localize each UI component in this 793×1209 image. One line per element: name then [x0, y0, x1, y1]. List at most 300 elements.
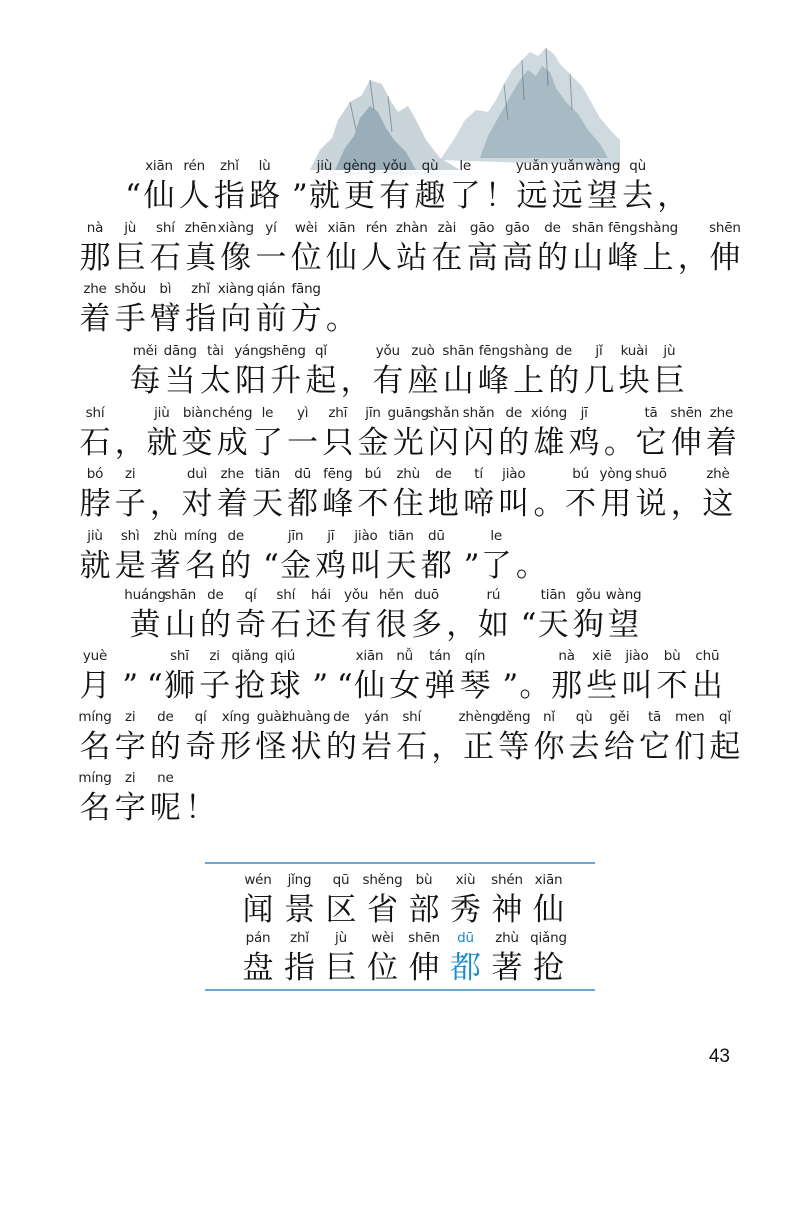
page-number: 43: [708, 1046, 730, 1067]
pinyin: tí: [474, 466, 483, 482]
hanzi: 石: [149, 240, 181, 276]
pinyin: biàn: [182, 405, 212, 421]
pinyin: dū: [294, 466, 311, 482]
pinyin: shān: [571, 220, 604, 236]
hanzi: ”: [463, 548, 480, 584]
hanzi: 有: [340, 607, 372, 643]
pinyin: duì: [186, 466, 208, 482]
pinyin: de: [435, 466, 452, 482]
hanzi: 闻: [242, 892, 274, 928]
pinyin: men: [675, 709, 705, 725]
hanzi: 石: [396, 729, 428, 765]
hanzi: 都: [450, 950, 481, 986]
hanzi: 是: [114, 548, 146, 584]
hanzi: 站: [396, 240, 428, 276]
pinyin: jiù: [87, 528, 103, 544]
hanzi: 字: [114, 729, 146, 765]
hanzi: 远: [516, 178, 548, 214]
pinyin: gěi: [609, 709, 630, 725]
pinyin: guāng: [387, 405, 429, 421]
hanzi: 了: [251, 425, 283, 461]
hanzi: 高: [466, 240, 498, 276]
hanzi: 名: [185, 548, 217, 584]
pinyin: nǐ: [543, 709, 555, 725]
pinyin: zhēn: [184, 220, 217, 236]
pinyin: de: [333, 709, 350, 725]
char-unit: [506, 528, 556, 590]
hanzi: 弹: [424, 668, 456, 704]
hanzi: 区: [325, 892, 357, 928]
pinyin: jù: [663, 343, 676, 359]
pinyin: qǐ: [718, 709, 731, 725]
hanzi: 叫: [498, 486, 530, 522]
hanzi: 。: [519, 668, 551, 704]
pinyin: chéng: [212, 405, 253, 421]
pinyin: shēn: [709, 220, 741, 236]
pinyin: yì: [296, 405, 309, 421]
pinyin: chū: [695, 648, 720, 664]
pinyin: guài: [256, 709, 286, 725]
pinyin: wàng: [605, 587, 642, 603]
pinyin: xíng: [221, 709, 250, 725]
pinyin: zi: [124, 709, 136, 725]
hanzi: 给: [603, 729, 635, 765]
hanzi: ”: [502, 668, 519, 704]
hanzi: 女: [389, 668, 421, 704]
hanzi: ，: [114, 425, 146, 461]
pinyin: jǐ: [595, 343, 603, 359]
pinyin: shuō: [635, 466, 667, 482]
char-unit: [693, 466, 743, 528]
hanzi: 望: [586, 178, 618, 214]
hanzi: 鸡: [568, 425, 600, 461]
hanzi: 岩: [361, 729, 393, 765]
pinyin: fēng: [478, 343, 509, 359]
hanzi: 还: [305, 607, 337, 643]
hanzi: 天: [385, 548, 417, 584]
hanzi: 的: [199, 607, 231, 643]
hanzi: 太: [199, 363, 231, 399]
hanzi: 。: [533, 486, 565, 522]
hanzi: 高: [501, 240, 533, 276]
pinyin: yuǎn: [515, 158, 549, 174]
hanzi: 就: [308, 178, 340, 214]
pinyin: zhe: [83, 281, 107, 297]
pinyin: shàng: [508, 343, 549, 359]
pinyin: jiù: [154, 405, 170, 421]
hanzi: 光: [392, 425, 424, 461]
text-line: [0, 405, 793, 467]
text-line: [0, 528, 793, 590]
pinyin: xióng: [530, 405, 568, 421]
pinyin: tiān: [540, 587, 566, 603]
hanzi: 子: [199, 668, 231, 704]
pinyin: qiú: [274, 648, 296, 664]
hanzi: 位: [290, 240, 322, 276]
hanzi: 。: [603, 425, 635, 461]
hanzi: 呢: [149, 790, 181, 826]
pinyin: tā: [644, 405, 658, 421]
hanzi: 更: [344, 178, 376, 214]
pinyin: de: [227, 528, 244, 544]
pinyin: shī: [170, 648, 189, 664]
hanzi: 闪: [463, 425, 495, 461]
hanzi: 仙: [325, 240, 357, 276]
pinyin: duō: [414, 587, 439, 603]
hanzi: 正: [463, 729, 495, 765]
hanzi: “: [263, 548, 279, 584]
hanzi: 几: [583, 363, 615, 399]
hanzi: 用: [600, 486, 632, 522]
pinyin: wèi: [371, 930, 394, 946]
hanzi: 仙: [353, 668, 385, 704]
pinyin: hěn: [378, 587, 404, 603]
pinyin: xiù: [455, 872, 476, 888]
hanzi: 抢: [234, 668, 266, 704]
hanzi: 有: [379, 178, 411, 214]
pinyin: zi: [124, 770, 136, 786]
pinyin: yán: [364, 709, 389, 725]
char-unit: [700, 709, 750, 771]
pinyin: nǚ: [396, 648, 414, 664]
opening-quote: “: [125, 178, 141, 214]
hanzi: 只: [322, 425, 354, 461]
text-line: [0, 220, 793, 282]
hanzi: 奇: [235, 607, 267, 643]
hanzi: 一: [287, 425, 319, 461]
pinyin: xiàng: [217, 281, 254, 297]
pinyin: qín: [464, 648, 486, 664]
hanzi: “: [146, 668, 163, 704]
pinyin: zhuàng: [281, 709, 331, 725]
hanzi: 狗: [572, 607, 604, 643]
pinyin: yí: [265, 220, 277, 236]
pinyin: dū: [457, 930, 474, 946]
char-unit: [648, 158, 698, 220]
hanzi: ，: [431, 729, 463, 765]
hanzi: ”: [291, 178, 308, 214]
pinyin: qù: [629, 158, 646, 174]
hanzi: ，: [149, 486, 181, 522]
char-unit: [644, 343, 694, 405]
pinyin: shí: [402, 709, 422, 725]
hanzi: 臂: [149, 301, 181, 337]
hanzi: 远: [551, 178, 583, 214]
pinyin: jī: [327, 528, 335, 544]
hanzi: 。: [515, 548, 547, 584]
hanzi: 去: [568, 729, 600, 765]
vocab-bottom-rule: [205, 989, 595, 991]
hanzi: 仙: [143, 178, 175, 214]
pinyin: de: [505, 405, 523, 421]
vocab-row: [205, 930, 595, 992]
pinyin: dū: [427, 528, 445, 544]
pinyin: shí: [85, 405, 105, 421]
pinyin: gāo: [505, 220, 530, 236]
pinyin: gèng: [342, 158, 377, 174]
hanzi: 着: [705, 425, 737, 461]
hanzi: 你: [533, 729, 565, 765]
pinyin: zhǐ: [290, 930, 309, 946]
pinyin: rú: [486, 587, 501, 603]
pinyin: qiǎng: [231, 648, 269, 664]
hanzi: 天: [537, 607, 569, 643]
pinyin: fāng: [291, 281, 321, 297]
new-characters-box: [205, 862, 595, 992]
hanzi: 些: [586, 668, 618, 704]
pinyin: jǐng: [287, 872, 312, 888]
text-line: [0, 466, 793, 528]
pinyin: míng: [78, 770, 112, 786]
pinyin: bú: [572, 466, 589, 482]
hanzi: 向: [220, 301, 252, 337]
hanzi: 这: [702, 486, 734, 522]
hanzi: 伸: [709, 240, 741, 276]
hanzi: 望: [608, 607, 640, 643]
hanzi: 一: [255, 240, 287, 276]
hanzi: 对: [181, 486, 213, 522]
hanzi: 。: [325, 301, 357, 337]
hanzi: 狮: [163, 668, 195, 704]
hanzi: 字: [114, 790, 146, 826]
hanzi: ”: [312, 668, 329, 704]
hanzi: ，: [677, 240, 709, 276]
pinyin: míng: [183, 528, 218, 544]
hanzi: 说: [635, 486, 667, 522]
hanzi: 去: [622, 178, 654, 214]
pinyin: yǒu: [375, 343, 400, 359]
pinyin: zi: [209, 648, 220, 664]
pinyin: zhī: [328, 405, 348, 421]
hanzi: 块: [618, 363, 650, 399]
hanzi: 的: [536, 240, 568, 276]
pinyin: qù: [421, 158, 439, 174]
hanzi: 都: [287, 486, 319, 522]
hanzi: 叫: [621, 668, 653, 704]
hanzi: 部: [408, 892, 440, 928]
hanzi: 著: [491, 950, 523, 986]
pinyin: le: [261, 405, 274, 421]
hanzi: 巨: [114, 240, 146, 276]
pinyin: qù: [575, 709, 593, 725]
hanzi: 鸡: [315, 548, 347, 584]
hanzi: 怪: [255, 729, 287, 765]
hanzi: 当: [164, 363, 196, 399]
hanzi: 巨: [325, 950, 357, 986]
hanzi: ！: [185, 790, 217, 826]
hanzi: 秀: [450, 892, 481, 928]
pinyin: jiào: [502, 466, 526, 482]
hanzi: 那: [79, 240, 111, 276]
hanzi: 在: [431, 240, 463, 276]
pinyin: shí: [276, 587, 296, 603]
pinyin: jī: [580, 405, 588, 421]
pinyin: míng: [78, 709, 112, 725]
hanzi: ，: [670, 486, 702, 522]
pinyin: měi: [132, 343, 158, 359]
pinyin: qí: [244, 587, 257, 603]
hanzi: 雄: [533, 425, 565, 461]
pinyin: yáng: [234, 343, 267, 359]
hanzi: 都: [420, 548, 452, 584]
pinyin: wèi: [294, 220, 318, 236]
pinyin: qū: [332, 872, 350, 888]
hanzi: 景: [284, 892, 315, 928]
hanzi: 山: [442, 363, 474, 399]
hanzi: 的: [325, 729, 357, 765]
pinyin: qí: [194, 709, 207, 725]
pinyin: fēng: [323, 466, 353, 482]
pinyin: nà: [86, 220, 104, 236]
hanzi: 巨: [653, 363, 685, 399]
hanzi: 位: [367, 950, 398, 986]
pinyin: shēn: [670, 405, 703, 421]
hanzi: 啼: [463, 486, 495, 522]
hanzi: 指: [284, 950, 315, 986]
hanzi: 升: [270, 363, 302, 399]
pinyin: qián: [256, 281, 286, 297]
text-line: [0, 158, 793, 220]
hanzi: 前: [255, 301, 287, 337]
pinyin: bì: [159, 281, 172, 297]
hanzi: 成: [216, 425, 248, 461]
hanzi: 子: [114, 486, 146, 522]
pinyin: tiān: [388, 528, 414, 544]
hanzi: 著: [149, 548, 181, 584]
pinyin: bú: [364, 466, 382, 482]
hanzi: 名: [79, 790, 111, 826]
hanzi: 峰: [477, 363, 509, 399]
pinyin: tā: [647, 709, 662, 725]
hanzi: “: [520, 607, 537, 643]
hanzi: 伸: [670, 425, 702, 461]
pinyin: bù: [415, 872, 433, 888]
pinyin: fēng: [608, 220, 638, 236]
hanzi: 的: [149, 729, 181, 765]
hanzi: 它: [639, 729, 671, 765]
hanzi: 上: [513, 363, 545, 399]
hanzi: 金: [280, 548, 312, 584]
hanzi: 的: [220, 548, 252, 584]
pinyin: ne: [157, 770, 174, 786]
hanzi: 琴: [459, 668, 491, 704]
pinyin: jiù: [316, 158, 333, 174]
pinyin: kuài: [620, 343, 648, 359]
pinyin: shén: [491, 872, 523, 888]
hanzi: 脖: [79, 486, 111, 522]
hanzi: 很: [375, 607, 407, 643]
hanzi: 地: [427, 486, 459, 522]
pinyin: zhù: [396, 466, 420, 482]
pinyin: jiào: [354, 528, 378, 544]
hanzi: 了: [480, 548, 512, 584]
pinyin: zhe: [709, 405, 734, 421]
char-unit: [316, 281, 366, 343]
text-line: [0, 770, 793, 832]
hanzi: 指: [213, 178, 245, 214]
pinyin: rén: [365, 220, 388, 236]
pinyin: jù: [124, 220, 137, 236]
pinyin: shí: [156, 220, 175, 236]
pinyin: zhè: [706, 466, 730, 482]
pinyin: nà: [558, 648, 575, 664]
pinyin: bù: [663, 648, 681, 664]
hanzi: 名: [79, 729, 111, 765]
vocab-char: [524, 872, 574, 934]
hanzi: 座: [407, 363, 439, 399]
hanzi: 闪: [427, 425, 459, 461]
pinyin: yòng: [599, 466, 633, 482]
hanzi: 着: [216, 486, 248, 522]
hanzi: 着: [79, 301, 111, 337]
text-line: [0, 281, 793, 343]
hanzi: 趣: [414, 178, 446, 214]
hanzi: 方: [290, 301, 322, 337]
pinyin: děng: [497, 709, 531, 725]
hanzi: 上: [642, 240, 674, 276]
pinyin: qiǎng: [530, 930, 567, 946]
pinyin: de: [555, 343, 573, 359]
pinyin: xiān: [534, 872, 563, 888]
hanzi: 月: [79, 668, 111, 704]
hanzi: 人: [178, 178, 210, 214]
pinyin: xiān: [145, 158, 173, 174]
hanzi: 石: [270, 607, 302, 643]
pinyin: de: [157, 709, 174, 725]
text-line: [0, 648, 793, 710]
hanzi: 叫: [350, 548, 382, 584]
vocab-row: [205, 872, 595, 934]
hanzi: 的: [498, 425, 530, 461]
hanzi: ！: [484, 178, 516, 214]
hanzi: 奇: [185, 729, 217, 765]
hanzi: 了: [449, 178, 481, 214]
hanzi: 阳: [235, 363, 267, 399]
hanzi: 山: [572, 240, 604, 276]
pinyin: le: [490, 528, 503, 544]
pinyin: zuò: [411, 343, 435, 359]
hanzi: ”: [122, 668, 139, 704]
char-unit: [599, 587, 649, 649]
hanzi: 伸: [408, 950, 440, 986]
hanzi: 的: [548, 363, 580, 399]
pinyin: bó: [86, 466, 104, 482]
pinyin: jiào: [625, 648, 649, 664]
hanzi: 形: [220, 729, 252, 765]
hanzi: 等: [498, 729, 530, 765]
hanzi: 不: [357, 486, 389, 522]
pinyin: shēng: [265, 343, 306, 359]
pinyin: wàng: [584, 158, 621, 174]
text-line: [0, 343, 793, 405]
pinyin: zhù: [153, 528, 178, 544]
char-unit: [700, 220, 750, 282]
pinyin: xiē: [592, 648, 612, 664]
hanzi: 像: [220, 240, 252, 276]
hanzi: 峰: [322, 486, 354, 522]
hanzi: 省: [367, 892, 398, 928]
hanzi: 变: [181, 425, 213, 461]
pinyin: pán: [245, 930, 271, 946]
hanzi: 神: [491, 892, 523, 928]
hanzi: 多: [411, 607, 443, 643]
hanzi: 山: [164, 607, 196, 643]
hanzi: 就: [79, 548, 111, 584]
hanzi: 它: [635, 425, 667, 461]
pinyin: xiān: [327, 220, 356, 236]
pinyin: shǎn: [462, 405, 495, 421]
pinyin: yuǎn: [550, 158, 584, 174]
